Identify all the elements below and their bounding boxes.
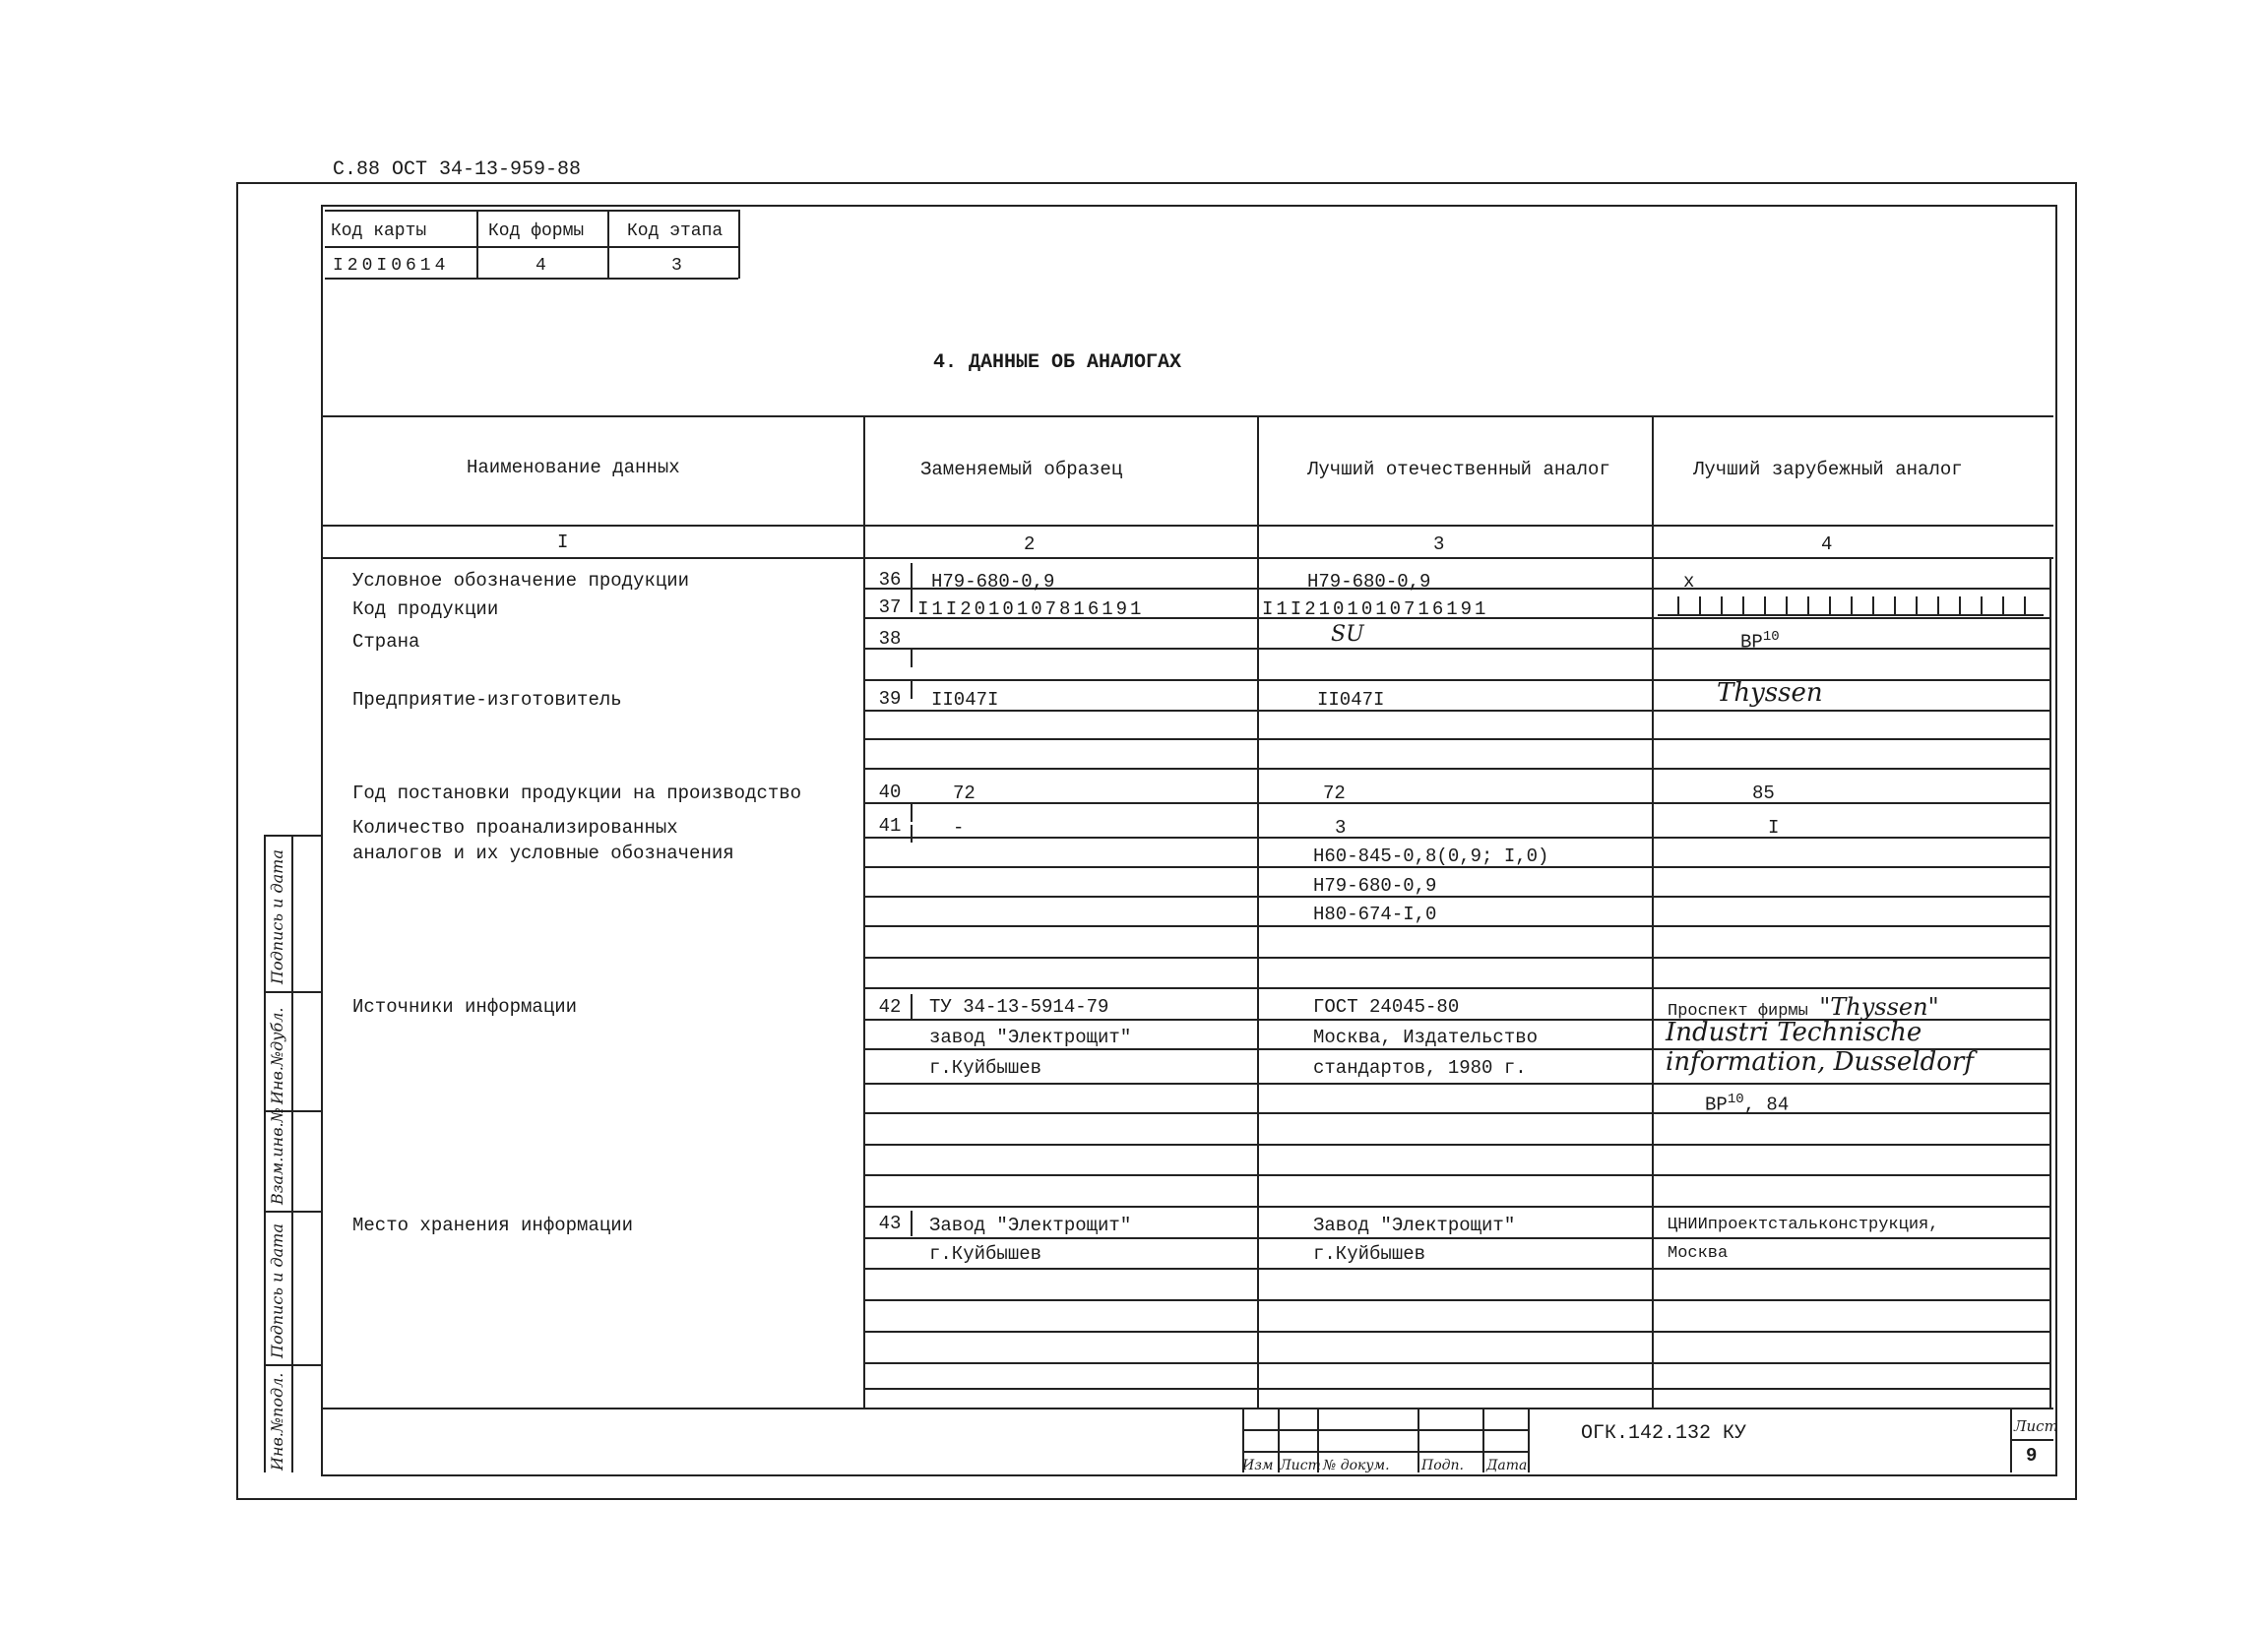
domestic-source: Москва, Издательство (1313, 1027, 1539, 1048)
side-label-sign-date: Подпись и дата (268, 1223, 286, 1358)
row-number: 43 (878, 1213, 902, 1234)
foreign-source: Industri Technische (1666, 1018, 1922, 1047)
col-number-2: 2 (1024, 533, 1036, 555)
sample-symbol: Н79-680-0,9 (931, 571, 1055, 593)
sample-source: завод "Электрощит" (929, 1027, 1132, 1048)
sample-source: ТУ 34-13-5914-79 (929, 996, 1109, 1018)
label-production-year: Год постановки продукции на производство (352, 783, 802, 804)
foreign-country-sup: 10 (1762, 629, 1780, 645)
col-header-foreign: Лучший зарубежный аналог (1693, 459, 1963, 480)
foreign-source-firm: "Thyssen" (1819, 993, 1939, 1021)
sample-storage: г.Куйбышев (929, 1243, 1042, 1265)
label-storage: Место хранения информации (352, 1215, 634, 1236)
stamp-col-date: Дата (1486, 1458, 1528, 1473)
foreign-storage: Москва (1668, 1244, 1729, 1263)
sample-storage: Завод "Электрощит" (929, 1215, 1132, 1236)
label-analog-count-1: Количество проанализированных (352, 817, 678, 839)
domestic-analog: Н60-845-0,8(0,9; I,0) (1313, 845, 1549, 867)
row-number: 38 (878, 628, 902, 650)
col-number-3: 3 (1433, 533, 1445, 555)
domestic-manufacturer: II047I (1317, 689, 1385, 711)
label-manufacturer: Предприятие-изготовитель (352, 689, 622, 711)
row-number: 41 (878, 815, 902, 837)
col-header-sample: Заменяемый образец (920, 459, 1123, 480)
page-reference: С.88 ОСТ 34-13-959-88 (333, 158, 582, 181)
label-product-code: Код продукции (352, 598, 499, 620)
label-sources: Источники информации (352, 996, 578, 1018)
sample-manufacturer: II047I (931, 689, 999, 711)
sample-source: г.Куйбышев (929, 1057, 1042, 1079)
side-label-inv-dup: Инв.№дубл. (268, 1007, 286, 1104)
foreign-source: information, Dusseldorf (1666, 1047, 1974, 1077)
col-header-domestic: Лучший отечественный аналог (1307, 459, 1610, 480)
domestic-source: ГОСТ 24045-80 (1313, 996, 1460, 1018)
row-number: 36 (878, 569, 902, 591)
stamp-col-doc: № докум. (1323, 1458, 1390, 1473)
main-frame (321, 205, 2057, 1476)
code-form-header: Код формы (488, 221, 585, 241)
domestic-analog: Н80-674-I,0 (1313, 904, 1437, 925)
domestic-country: SU (1331, 622, 1364, 647)
label-country: Страна (352, 631, 420, 653)
label-analog-count-2: аналогов и их условные обозначения (352, 843, 734, 864)
foreign-code-ticks (1658, 596, 2044, 616)
row-number: 40 (878, 782, 902, 803)
foreign-year: 85 (1752, 783, 1775, 804)
side-label-replace-inv: Взам.инв.№ (268, 1107, 286, 1205)
foreign-source-country: ВР (1705, 1094, 1728, 1116)
stamp-col-sheet: Лист (1280, 1458, 1321, 1473)
domestic-code: I1I2101010716191 (1262, 598, 1489, 620)
code-card-header: Код карты (331, 221, 427, 241)
stamp-sheet-number: 9 (2026, 1445, 2038, 1467)
side-label-inv-orig: Инв.№подл. (268, 1372, 286, 1471)
row-number: 39 (878, 688, 902, 710)
foreign-source-prospect: Проспект фирмы (1668, 1002, 1808, 1021)
domestic-count: 3 (1335, 817, 1347, 839)
col-number-4: 4 (1821, 533, 1833, 555)
sample-code: I1I2010107816191 (917, 598, 1145, 620)
sample-year: 72 (953, 783, 976, 804)
foreign-count: I (1768, 817, 1780, 839)
foreign-storage: ЦНИИпроектстальконструкция, (1668, 1216, 1939, 1234)
row-number: 42 (878, 996, 902, 1018)
foreign-source-sup: 10 (1727, 1092, 1744, 1107)
domestic-analog: Н79-680-0,9 (1313, 875, 1437, 897)
domestic-symbol: Н79-680-0,9 (1307, 571, 1431, 593)
foreign-country (1740, 626, 1780, 653)
foreign-source (1705, 1089, 1789, 1115)
section-title: 4. ДАННЫЕ ОБ АНАЛОГАХ (933, 351, 1182, 374)
code-stage-value: 3 (671, 256, 682, 276)
code-form-value: 4 (536, 256, 546, 276)
stamp-sheet-label: Лист (2014, 1417, 2058, 1435)
domestic-year: 72 (1323, 783, 1346, 804)
label-product-symbol: Условное обозначение продукции (352, 570, 690, 592)
row-number: 37 (878, 596, 902, 618)
foreign-source-year: , 84 (1743, 1094, 1790, 1116)
domestic-storage: г.Куйбышев (1313, 1243, 1426, 1265)
side-label-sign-date-2: Подпись и дата (268, 849, 286, 984)
stamp-document-code: ОГК.142.132 КУ (1581, 1422, 1747, 1445)
code-stage-header: Код этапа (627, 221, 724, 241)
code-card-value: I20I0614 (333, 256, 450, 276)
foreign-country-code: ВР (1740, 631, 1763, 654)
foreign-symbol: x (1683, 571, 1695, 593)
stamp-col-change: Изм (1242, 1458, 1274, 1473)
domestic-storage: Завод "Электрощит" (1313, 1215, 1516, 1236)
domestic-source: стандартов, 1980 г. (1313, 1057, 1527, 1079)
stamp-col-sign: Подп. (1421, 1458, 1464, 1473)
col-number-1: I (557, 532, 569, 553)
col-header-name: Наименование данных (467, 457, 680, 478)
foreign-manufacturer: Thyssen (1717, 678, 1823, 708)
sample-count: - (953, 817, 965, 839)
